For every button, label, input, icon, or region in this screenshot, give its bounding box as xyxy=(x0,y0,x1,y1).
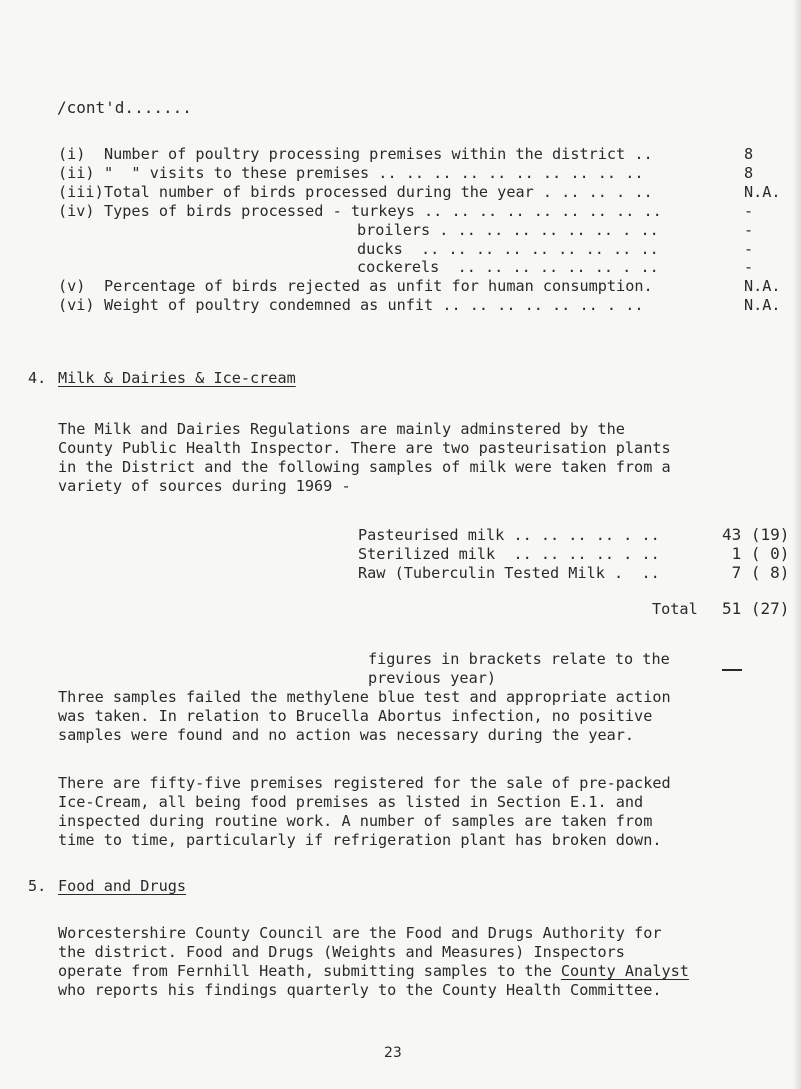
item-value: - xyxy=(744,258,754,276)
county-analyst: County Analyst xyxy=(560,962,689,980)
para-line: inspected during routine work. A number of samples are taken from xyxy=(58,812,653,830)
sample-value: 7 ( 8) xyxy=(722,563,790,582)
item-text: ducks .. .. .. .. .. .. .. .. .. xyxy=(357,240,659,258)
total-label: Total xyxy=(652,600,698,618)
page-number: 23 xyxy=(384,1045,402,1061)
para-text: operate from Fernhill Heath, submitting samples to the xyxy=(58,962,561,980)
item-num: (iv) xyxy=(58,202,95,220)
para-line: was taken. In relation to Brucella Abortus infection, no positive xyxy=(58,707,653,725)
item-text: Number of poultry processing premises within the district .. xyxy=(104,145,653,163)
para-line: The Milk and Dairies Regulations are mainly adminstered by the xyxy=(58,420,625,438)
item-num: (i) xyxy=(58,145,86,163)
para-line: Worcestershire County Council are the Food and Drugs Authority for xyxy=(58,924,662,942)
total-rule xyxy=(722,669,742,671)
section-4-number: 4. xyxy=(28,369,47,387)
item-text: Types of birds processed - turkeys .. .. .. .. .. .. .. .. .. xyxy=(104,202,662,220)
item-text: Total number of birds processed during the year . .. .. . .. xyxy=(104,183,653,201)
para-line xyxy=(58,962,689,980)
para-line: samples were found and no action was necessary during the year. xyxy=(58,726,635,744)
para-line: in the District and the following samples of milk were taken from a xyxy=(58,458,671,476)
para-line: Ice-Cream, all being food premises as listed in Section E.1. and xyxy=(58,793,644,811)
sample-label: Raw (Tuberculin Tested Milk . .. xyxy=(358,564,660,582)
section-4-title: Milk & Dairies & Ice-cream xyxy=(58,369,296,387)
item-text: Weight of poultry condemned as unfit .. .. .. .. .. .. . .. xyxy=(104,296,644,314)
item-value: - xyxy=(744,240,754,258)
note-line: previous year) xyxy=(368,669,497,687)
continued-marker: /cont'd....... xyxy=(57,98,192,117)
section-5-number: 5. xyxy=(28,877,47,895)
item-value: 8 xyxy=(744,145,754,163)
item-text: Percentage of birds rejected as unfit for human consumption. xyxy=(104,277,653,295)
sample-value: 1 ( 0) xyxy=(722,544,790,563)
para-line: County Public Health Inspector. There are two pasteurisation plants xyxy=(58,439,671,457)
item-num: (iii) xyxy=(58,183,104,201)
item-num: (vi) xyxy=(58,296,95,314)
para-line: There are fifty-five premises registered for the sale of pre-packed xyxy=(58,774,671,792)
para-line: variety of sources during 1969 - xyxy=(58,477,351,495)
item-text: " " visits to these premises .. .. .. .. .. .. .. .. .. .. xyxy=(104,164,644,182)
item-value: N.A. xyxy=(744,183,781,201)
note-line: figures in brackets relate to the xyxy=(368,650,670,668)
item-text: cockerels .. .. .. .. .. .. . .. xyxy=(357,258,659,276)
total-value: 51 (27) xyxy=(722,599,790,618)
sample-value: 43 (19) xyxy=(722,525,790,544)
para-line: who reports his findings quarterly to the County Health Committee. xyxy=(58,981,662,999)
item-num: (v) xyxy=(58,277,86,295)
sample-label: Sterilized milk .. .. .. .. . .. xyxy=(358,545,660,563)
sample-label: Pasteurised milk .. .. .. .. . .. xyxy=(358,526,660,544)
item-value: N.A. xyxy=(744,296,781,314)
para-line: the district. Food and Drugs (Weights and Measures) Inspectors xyxy=(58,943,625,961)
section-5-title: Food and Drugs xyxy=(58,877,187,895)
page-edge-shadow xyxy=(793,0,801,1089)
item-value: 8 xyxy=(744,164,754,182)
item-value: - xyxy=(744,221,754,239)
item-value: - xyxy=(744,202,754,220)
para-line: time to time, particularly if refrigeration plant has broken down. xyxy=(58,831,662,849)
item-text: broilers . .. .. .. .. .. .. . .. xyxy=(357,221,659,239)
item-num: (ii) xyxy=(58,164,95,182)
item-value: N.A. xyxy=(744,277,781,295)
para-line: Three samples failed the methylene blue test and appropriate action xyxy=(58,688,671,706)
